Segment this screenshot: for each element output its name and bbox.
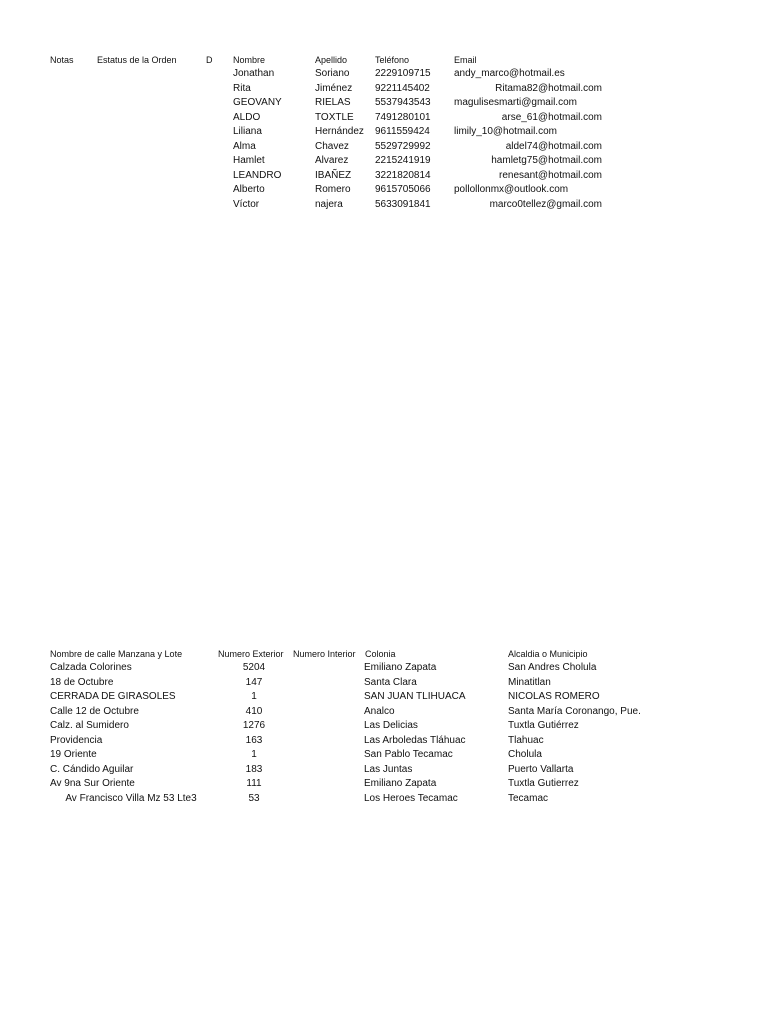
table2-calle: Calzada Colorines — [50, 662, 132, 673]
table2-colonia: Las Delicias — [364, 720, 418, 731]
table2-colonia: Emiliano Zapata — [364, 662, 437, 673]
table2-calle: Av 9na Sur Oriente — [50, 778, 135, 789]
table1-email: pollollonmx@outlook.com — [454, 184, 569, 195]
table2-calle: Av Francisco Villa Mz 53 Lte3 — [65, 792, 197, 804]
table1-apellido: TOXTLE — [315, 111, 354, 123]
table1-apellido: najera — [315, 198, 343, 210]
table2-municipio: Tuxtla Gutierrez — [508, 778, 579, 789]
table1-apellido: Jiménez — [315, 82, 353, 94]
table2-num-ext: 53 — [248, 792, 260, 804]
table2-calle: 19 Oriente — [50, 749, 97, 760]
table1-nombre: LEANDRO — [233, 169, 282, 181]
table1-email: hamletg75@hotmail.com — [491, 155, 602, 166]
table1-nombre: Rita — [233, 82, 251, 94]
table1-apellido: RIELAS — [315, 97, 351, 108]
table1-nombre: Liliana — [233, 126, 262, 137]
table2-colonia: Santa Clara — [364, 676, 417, 688]
table2-municipio: Puerto Vallarta — [508, 763, 574, 775]
table2-header-0: Nombre de calle Manzana y Lote — [50, 649, 183, 659]
table1-header-4: Apellido — [315, 55, 348, 65]
table1-header-6: Email — [454, 55, 477, 65]
table2-num-ext: 147 — [245, 676, 263, 688]
table1-nombre: ALDO — [233, 111, 261, 123]
table2-num-ext: 1 — [251, 691, 257, 702]
table2-colonia: Las Arboledas Tláhuac — [364, 734, 466, 746]
table2-municipio: Tuxtla Gutiérrez — [508, 720, 579, 731]
table2-header-2: Numero Interior — [293, 649, 356, 659]
table2-calle: C. Cándido Aguilar — [50, 763, 134, 775]
table1-apellido: Alvarez — [315, 155, 349, 166]
table1-telefono: 9221145402 — [375, 82, 430, 94]
table2-calle: CERRADA DE GIRASOLES — [50, 691, 176, 702]
table1-telefono: 2215241919 — [375, 155, 431, 166]
table2-municipio: Tlahuac — [508, 734, 544, 746]
table1-telefono: 3221820814 — [375, 169, 431, 181]
table2-num-ext: 183 — [245, 763, 263, 775]
table2-municipio: Minatitlan — [508, 676, 551, 688]
table1-header-1: Estatus de la Orden — [97, 55, 177, 65]
table1-email: marco0tellez@gmail.com — [489, 198, 602, 210]
table1-nombre: Hamlet — [233, 155, 265, 166]
table2-colonia: Las Juntas — [364, 763, 413, 775]
table1-nombre: Víctor — [233, 198, 260, 210]
table2-header-4: Alcaldia o Municipio — [508, 649, 588, 659]
table2-municipio: Santa María Coronango, Pue. — [508, 705, 641, 717]
table1-email: aldel74@hotmail.com — [505, 140, 602, 152]
table1-telefono: 9615705066 — [375, 184, 431, 195]
table1-email: Ritama82@hotmail.com — [495, 82, 602, 94]
table2-calle: 18 de Octubre — [50, 676, 114, 688]
table2-municipio: Cholula — [508, 749, 542, 760]
table2-calle: Calz. al Sumidero — [50, 720, 129, 731]
table2-header-1: Numero Exterior — [218, 649, 284, 659]
table1-apellido: Romero — [315, 184, 351, 195]
table1-header-5: Teléfono — [375, 55, 410, 65]
table1-telefono: 2229109715 — [375, 68, 431, 79]
table1-telefono: 9611559424 — [375, 126, 430, 137]
table2-municipio: San Andres Cholula — [508, 662, 597, 673]
table1-nombre: Jonathan — [233, 68, 275, 79]
table1-email: arse_61@hotmail.com — [501, 111, 602, 123]
table1-email: renesant@hotmail.com — [499, 169, 602, 181]
table2-colonia: SAN JUAN TLIHUACA — [364, 691, 466, 702]
table2-colonia: Emiliano Zapata — [364, 778, 437, 789]
table2-colonia: Analco — [364, 705, 395, 717]
table2-num-ext: 5204 — [242, 662, 266, 673]
table1-telefono: 5537943543 — [375, 97, 431, 108]
table2-municipio: NICOLAS ROMERO — [508, 691, 600, 702]
table1-telefono: 5633091841 — [375, 198, 431, 210]
table1-nombre: GEOVANY — [233, 97, 282, 108]
table1-apellido: IBAÑEZ — [315, 169, 352, 181]
table1-telefono: 5529729992 — [375, 140, 431, 152]
table1-header-3: Nombre — [233, 55, 266, 65]
table1-nombre: Alma — [233, 140, 256, 152]
table1-email: magulisesmarti@gmail.com — [454, 97, 577, 108]
table1-telefono: 7491280101 — [375, 111, 431, 123]
table2-colonia: San Pablo Tecamac — [364, 749, 453, 760]
table2-calle: Providencia — [50, 734, 103, 746]
table1-email: andy_marco@hotmail.es — [454, 68, 565, 79]
table2-num-ext: 111 — [246, 778, 262, 789]
table1-apellido: Hernández — [315, 126, 364, 137]
table1-apellido: Soriano — [315, 68, 350, 79]
table2-header-3: Colonia — [365, 649, 396, 659]
table1-nombre: Alberto — [233, 184, 265, 195]
table1-apellido: Chavez — [315, 140, 349, 152]
table2-num-ext: 410 — [245, 705, 263, 717]
table2-num-ext: 163 — [245, 734, 263, 746]
table2-calle: Calle 12 de Octubre — [50, 705, 139, 717]
table1-header-2: D — [206, 55, 213, 65]
table2-num-ext: 1276 — [242, 720, 266, 731]
table1-header-0: Notas — [50, 55, 74, 65]
table2-num-ext: 1 — [251, 749, 257, 760]
table2-colonia: Los Heroes Tecamac — [364, 792, 458, 804]
table1-email: limily_10@hotmail.com — [454, 126, 557, 137]
table2-municipio: Tecamac — [508, 792, 549, 804]
